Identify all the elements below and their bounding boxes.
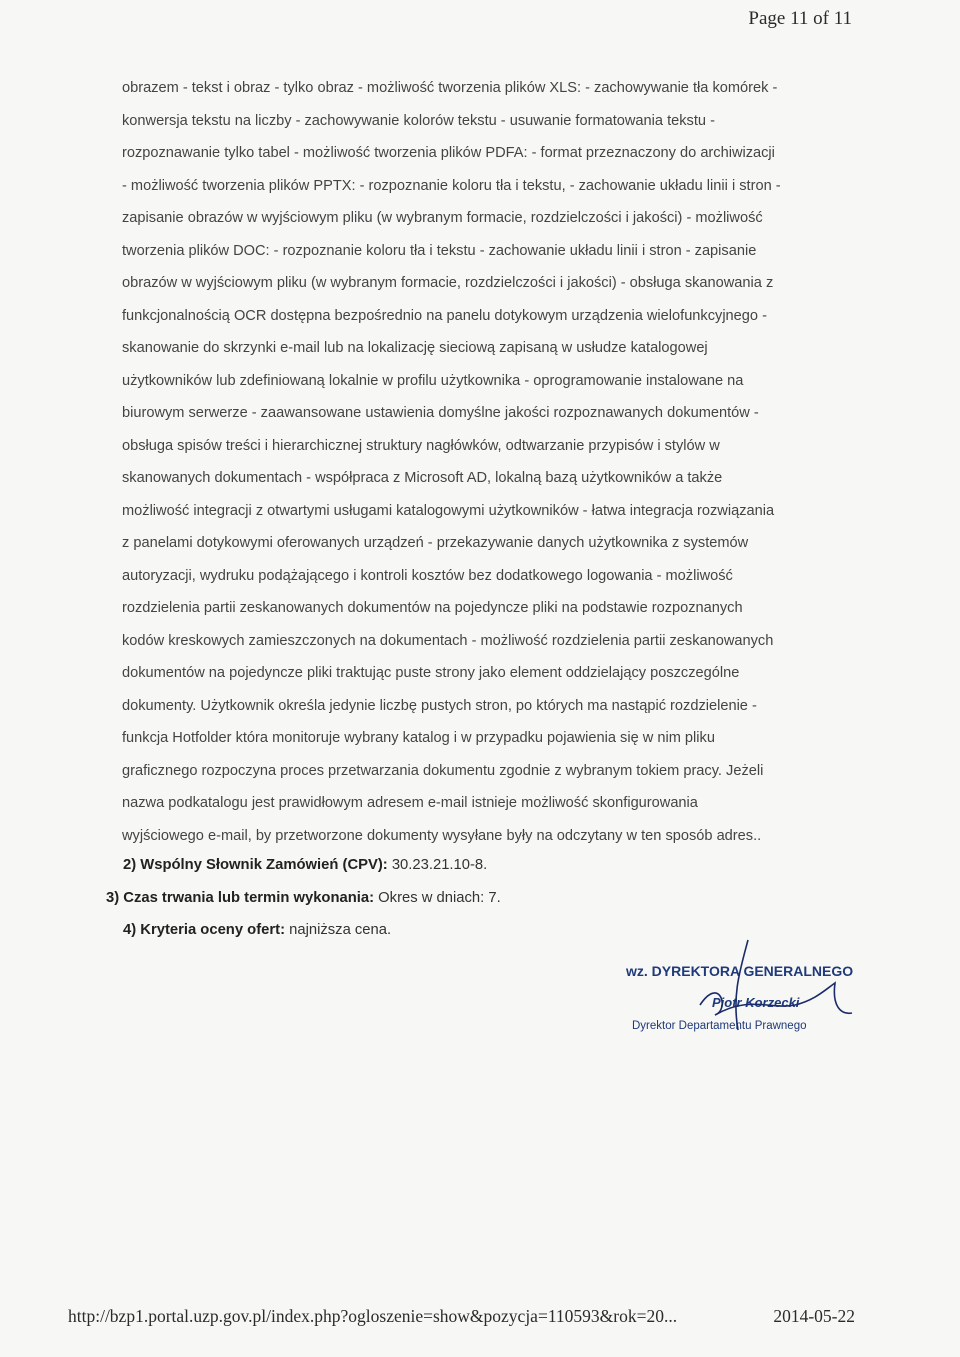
body-line: dokumentów na pojedyncze pliki traktując puste strony jako element oddzielający poszczególne [122,665,740,681]
body-line: obrazów w wyjściowym pliku (w wybranym formacie, rozdzielczości i jakości) - obsługa skanowania z [122,275,774,291]
body-line: rozpoznawanie tylko tabel - możliwość tworzenia plików PDFA: - format przeznaczony do archiwizacji [122,145,775,161]
signature-stamp-graphic [620,935,855,1035]
body-line: użytkowników lub zdefiniowaną lokalnie w profilu użytkownika - oprogramowanie instalowane na [122,372,744,389]
body-line: konwersja tekstu na liczby - zachowywanie kolorów tekstu - usuwanie formatowania tekstu - [122,112,715,129]
body-line: funkcjonalnością OCR dostępna bezpośrednio na panelu dotykowym urządzenia wielofunkcyjnego - [122,307,767,324]
body-line: z panelami dotykowymi oferowanych urządzeń - przekazywanie danych użytkownika z systemów [122,535,749,551]
cpv-value: 30.23.21.10-8. [387,857,488,873]
handwritten-signature [700,940,852,1030]
body-line: obsługa spisów treści i hierarchicznej struktury nagłówków, odtwarzanie przypisów i stylów w [122,437,720,454]
body-line: rozdzielenia partii zeskanowanych dokumentów na pojedyncze pliki na podstawie rozpoznanych [122,600,743,616]
body-line: autoryzacji, wydruku podążającego i kontroli kosztów bez dodatkowego logowania - możliwość [122,567,733,584]
body-line: obrazem - tekst i obraz - tylko obraz - możliwość tworzenia plików XLS: - zachowywanie tła komórek - [122,80,778,96]
signature-stamp [620,935,855,1035]
criteria-value: najniższa cena. [285,922,392,938]
page-number: Page 11 of 11 [748,8,852,29]
body-line: funkcja Hotfolder która monitoruje wybrany katalog i w przypadku pojawienia się w nim pliku [122,730,715,746]
cpv-item [123,857,487,873]
duration-label: 3) Czas trwania lub termin wykonania: [106,890,375,906]
duration-item [106,890,501,906]
stamp-line-1: wz. DYREKTORA GENERALNEGO [626,963,854,979]
body-line: - możliwość tworzenia plików PPTX: - rozpoznanie koloru tła i tekstu, - zachowanie układu linii i stron - [122,177,781,194]
criteria-label: 4) Kryteria oceny ofert: [123,922,285,938]
body-line: możliwość integracji z otwartymi usługami katalogowymi użytkowników - łatwa integracja rozwiązania [122,502,775,519]
body-line: biurowym serwerze - zaawansowane ustawienia domyślne jakości rozpoznawanych dokumentów - [122,405,759,421]
stamp-line-2: Piotr Korzecki [712,995,800,1010]
criteria-item [123,922,391,938]
footer-date: 2014-05-22 [773,1306,855,1326]
duration-value: Okres w dniach: 7. [374,890,501,906]
cpv-label: 2) Wspólny Słownik Zamówień (CPV): [123,857,388,873]
body-line: dokumenty. Użytkownik określa jedynie liczbę pustych stron, po których ma nastąpić rozdzielenie - [122,697,757,714]
body-line: graficznego rozpoczyna proces przetwarzania dokumentu zgodnie z wybranym tokiem pracy. Jeżeli [122,762,764,779]
stamp-line-3: Dyrektor Departamentu Prawnego [632,1020,807,1032]
body-line: skanowanie do skrzynki e-mail lub na lokalizację sieciową zapisaną w usłudze katalogowej [122,340,708,356]
body-text [122,72,852,852]
body-line: wyjściowego e-mail, by przetworzone dokumenty wysyłane były na odczytany w ten sposób adres.. [122,827,762,844]
body-line: kodów kreskowych zamieszczonych na dokumentach - możliwość rozdzielenia partii zeskanowanych [122,632,774,649]
body-line: tworzenia plików DOC: - rozpoznanie koloru tła i tekstu - zachowanie układu linii i stron - zapisanie [122,242,757,259]
body-line: zapisanie obrazów w wyjściowym pliku (w wybranym formacie, rozdzielczości i jakości) - możliwość [122,210,763,226]
footer-url: http://bzp1.portal.uzp.gov.pl/index.php?ogloszenie=show&pozycja=110593&rok=20... [68,1306,678,1326]
body-line: nazwa podkatalogu jest prawidłowym adresem e-mail istnieje możliwość skonfigurowania [122,795,698,811]
body-line: skanowanych dokumentach - współpraca z Microsoft AD, lokalną bazą użytkowników a także [122,470,723,486]
